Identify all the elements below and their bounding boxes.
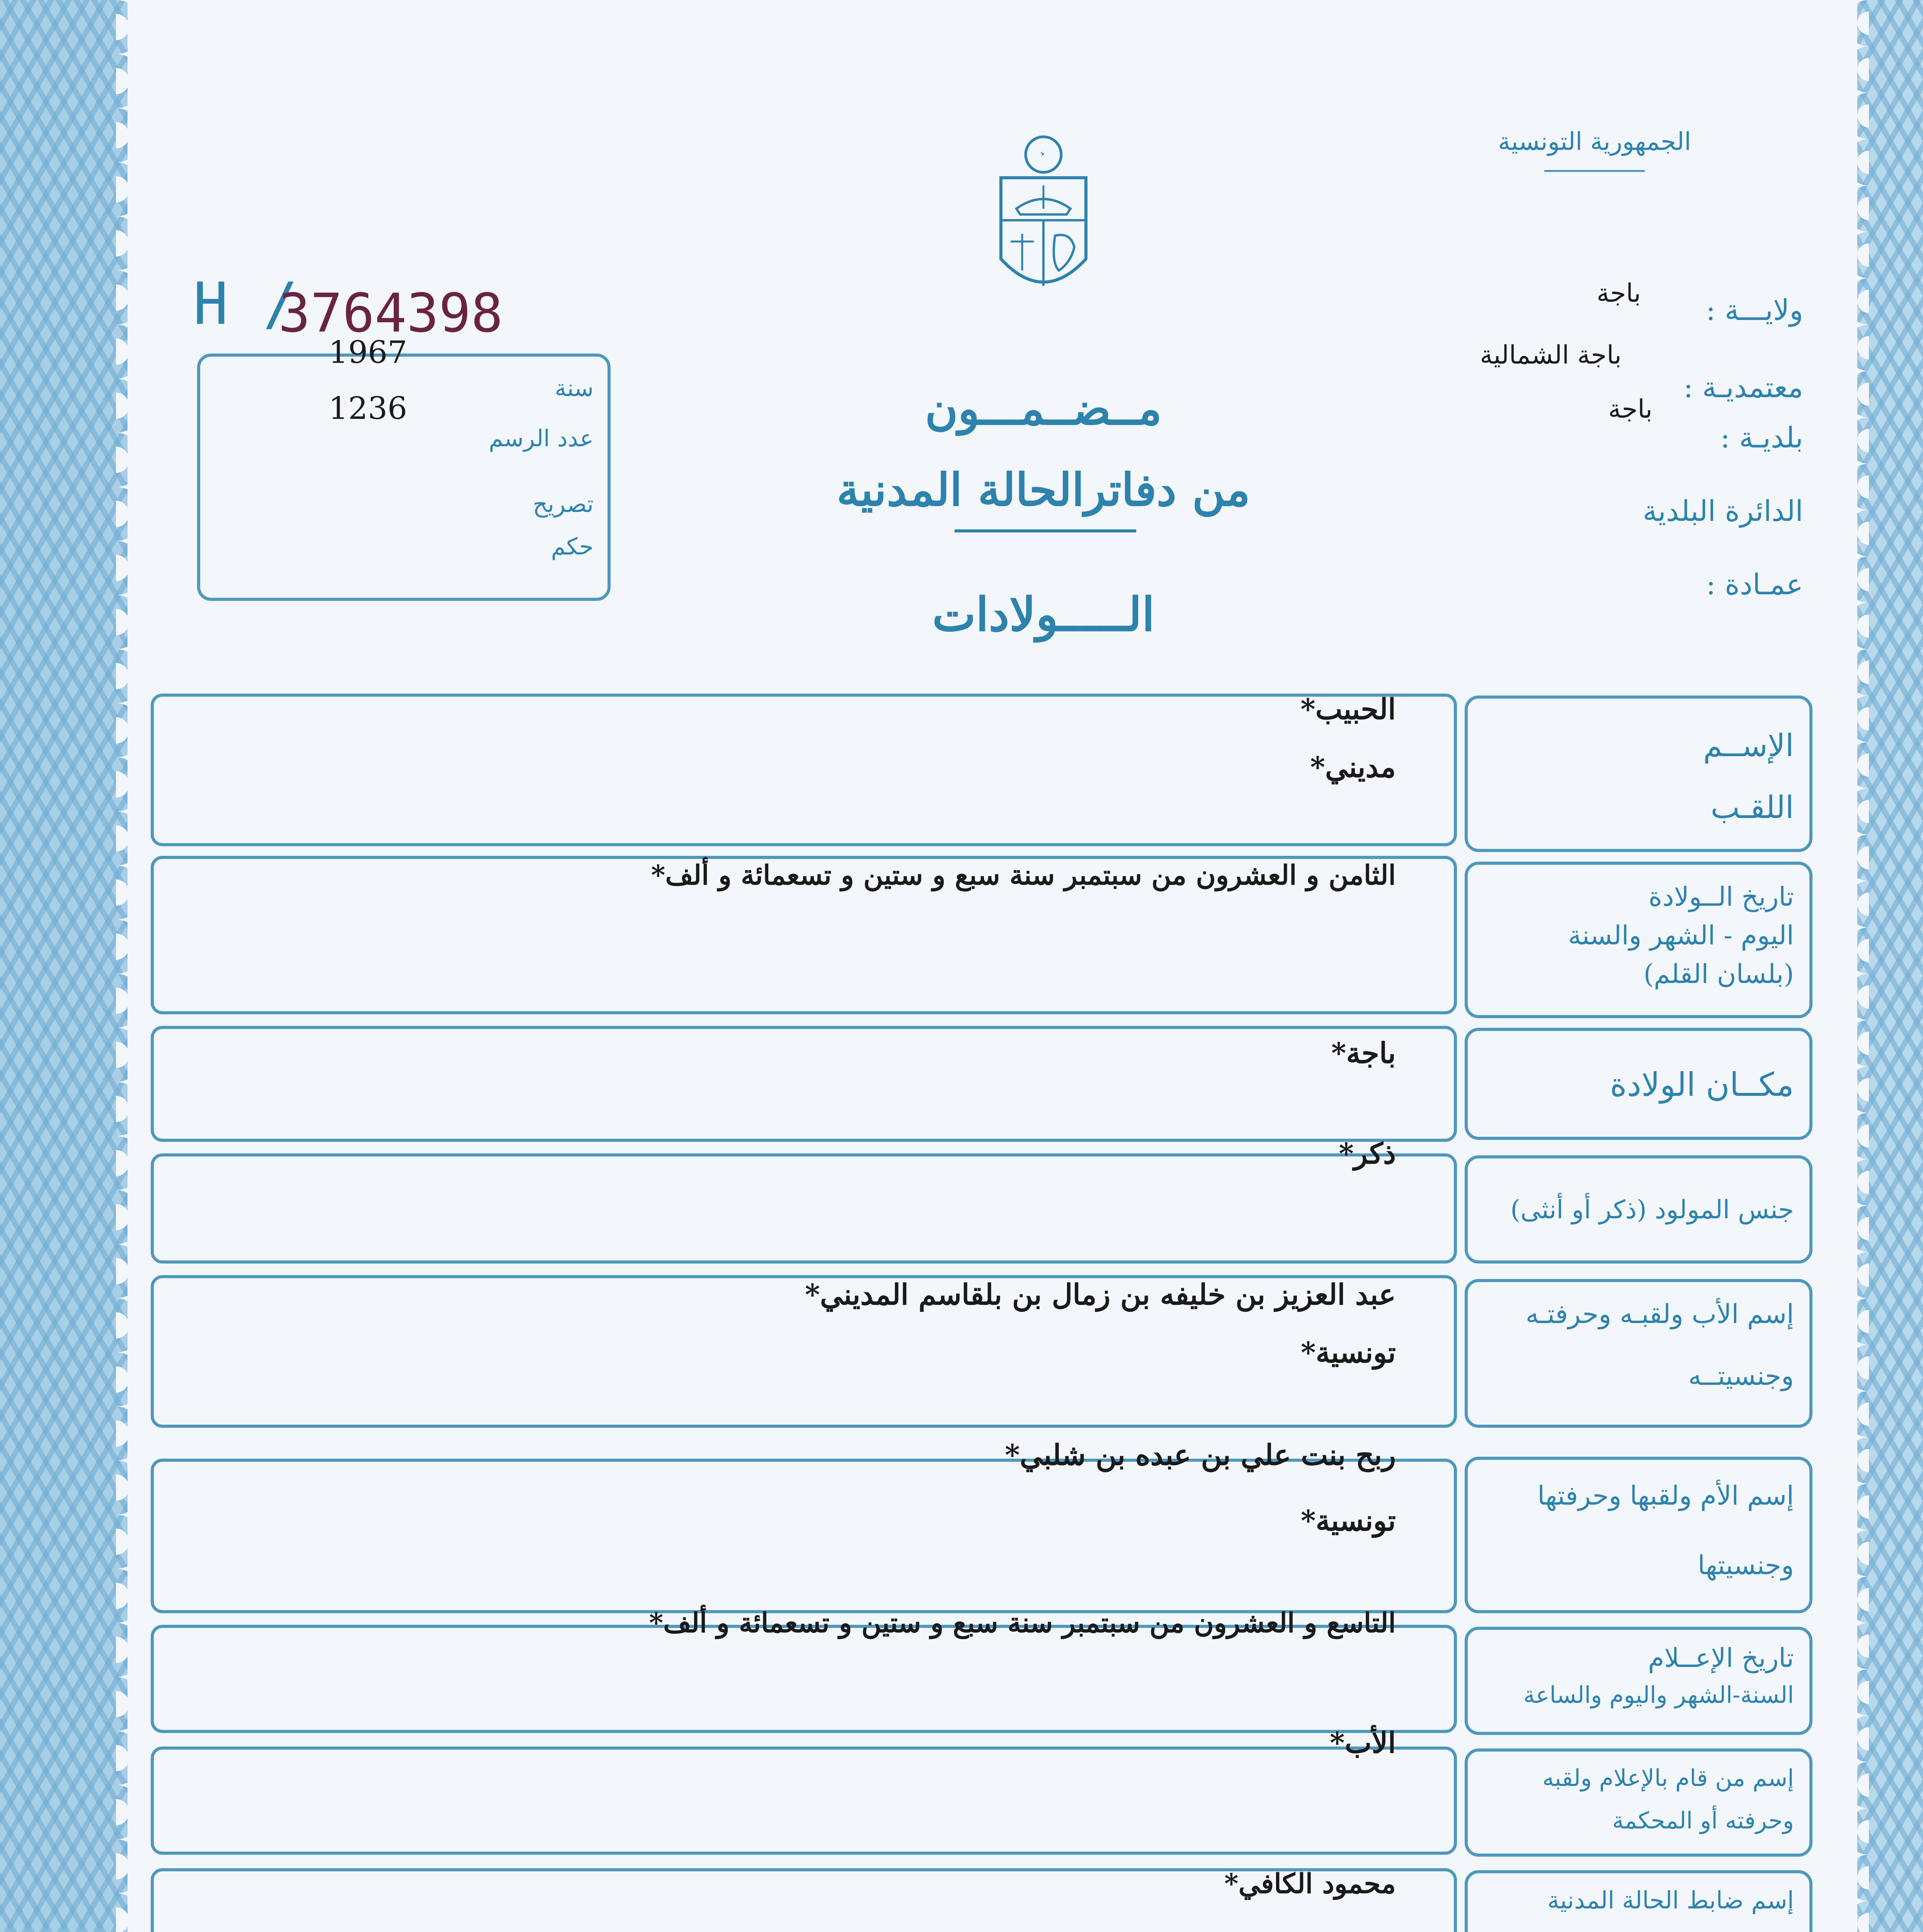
- title-line-2: من دفاترالحالة المدنية: [836, 464, 1251, 516]
- delegation-value: باجة الشمالية: [1480, 340, 1622, 370]
- row-mother-value-1: ربح بنت علي بن عبده بن شلبي*: [1005, 1439, 1396, 1472]
- row-birthdate-label-box: [1465, 862, 1812, 1018]
- row-name-value-1: الحبيب*: [1300, 693, 1396, 726]
- record-act-value: 1236: [328, 390, 407, 426]
- row-name-value-2: مديني*: [1310, 751, 1396, 784]
- row-sex-label-box: [1465, 1155, 1812, 1264]
- record-declaration-label: تصريح: [533, 491, 594, 518]
- row-father-label-box: [1465, 1279, 1812, 1428]
- republic-title: الجمهورية التونسية: [1498, 128, 1691, 156]
- row-officer-value-box: [151, 1868, 1457, 1932]
- tunisia-coat-of-arms-icon: [993, 131, 1094, 309]
- record-judgment-label: حكم: [551, 533, 594, 560]
- row-officer-value: محمود الكافي*: [1224, 1867, 1396, 1900]
- omda-label: عمـادة :: [1706, 568, 1803, 601]
- row-mother-label-box: [1465, 1457, 1812, 1613]
- row-father-value-1: عبد العزيز بن خليفه بن زمال بن بلقاسم المديني*: [805, 1278, 1396, 1311]
- row-birthplace-label-box: [1465, 1028, 1812, 1140]
- row-name-label-1: الإســم: [1703, 728, 1794, 764]
- row-father-value-box: [151, 1275, 1457, 1428]
- row-declaration-value-box: [151, 1607, 1457, 1733]
- row-birthdate-value-box: [151, 856, 1457, 1014]
- left-guilloche-border: [0, 0, 128, 1932]
- republic-underline: [1544, 170, 1645, 172]
- row-declaration-label-1: تاريخ الإعــلام: [1648, 1643, 1794, 1673]
- record-year-label: سنة: [555, 375, 594, 402]
- record-year-value: 1967: [328, 334, 407, 370]
- serial-number: 3764398: [278, 282, 503, 344]
- row-officer-label-1: إسم ضابط الحالة المدنية: [1547, 1886, 1794, 1914]
- row-officer-label-box: [1465, 1870, 1812, 1932]
- row-name-label-box: [1465, 696, 1812, 852]
- row-declarant-label-box: [1465, 1748, 1812, 1857]
- row-mother-value-2: تونسية*: [1300, 1504, 1396, 1537]
- row-declaration-value: التاسع و العشرون من سبتمبر سنة سبع و ستين و تسعمائة و ألف*: [649, 1607, 1396, 1639]
- row-birthdate-label-3: (بلسان القلم): [1643, 959, 1794, 990]
- row-birthplace-label: مكــان الولادة: [1610, 1066, 1794, 1104]
- row-father-label-1: إسم الأب ولقبـه وحرفتـه: [1525, 1299, 1794, 1330]
- row-birthdate-value: الثامن و العشرون من سبتمبر سنة سبع و ستين و تسعمائة و ألف*: [651, 859, 1396, 891]
- row-father-value-2: تونسية*: [1300, 1336, 1396, 1369]
- wilaya-value: باجة: [1596, 278, 1641, 308]
- row-declarant-value: الأب*: [1329, 1726, 1396, 1760]
- row-birthdate-label-1: تاريخ الــولادة: [1648, 882, 1794, 912]
- delegation-label: معتمديـة :: [1683, 371, 1803, 404]
- title-line-1: مــضــمـــون: [925, 383, 1162, 435]
- wilaya-label: ولايـــة :: [1706, 294, 1803, 327]
- row-sex-label: جنس المولود (ذكر أو أنثى): [1510, 1195, 1794, 1225]
- municipality-value: باجة: [1608, 394, 1652, 424]
- row-declarant-label-1: إسم من قام بالإعلام ولقبه: [1542, 1765, 1794, 1792]
- row-birthdate-label-2: اليوم - الشهر والسنة: [1568, 920, 1794, 951]
- row-mother-label-2: وجنسيتها: [1697, 1550, 1794, 1581]
- row-sex-value-box: [151, 1137, 1457, 1264]
- row-declaration-label-2: السنة-الشهر واليوم والساعة: [1523, 1682, 1794, 1709]
- row-sex-value: ذكر*: [1339, 1137, 1396, 1170]
- title-line-3: الـــــولادات: [932, 587, 1155, 642]
- municipality-label: بلديـة :: [1720, 421, 1803, 454]
- row-declarant-value-box: [151, 1726, 1457, 1855]
- row-father-label-2: وجنسيتــه: [1688, 1361, 1794, 1391]
- left-wave-edge: [116, 0, 143, 1932]
- row-birthplace-value: باجة*: [1331, 1037, 1396, 1070]
- title-underline: [955, 529, 1136, 532]
- row-declaration-label-box: [1465, 1627, 1812, 1735]
- row-birthplace-value-box: [151, 1026, 1457, 1142]
- right-wave-edge: [1846, 0, 1869, 1932]
- row-name-value-box: [151, 694, 1457, 846]
- row-declarant-label-2: وحرفته أو المحكمة: [1612, 1807, 1794, 1834]
- serial-prefix: H /: [193, 270, 298, 338]
- record-act-label: عدد الرسم: [488, 425, 594, 452]
- row-mother-value-box: [151, 1439, 1457, 1613]
- row-name-label-2: اللقـب: [1710, 789, 1794, 825]
- row-mother-label-1: إسم الأم ولقبها وحرفتها: [1537, 1481, 1794, 1511]
- district-label: الدائرة البلدية: [1642, 495, 1803, 528]
